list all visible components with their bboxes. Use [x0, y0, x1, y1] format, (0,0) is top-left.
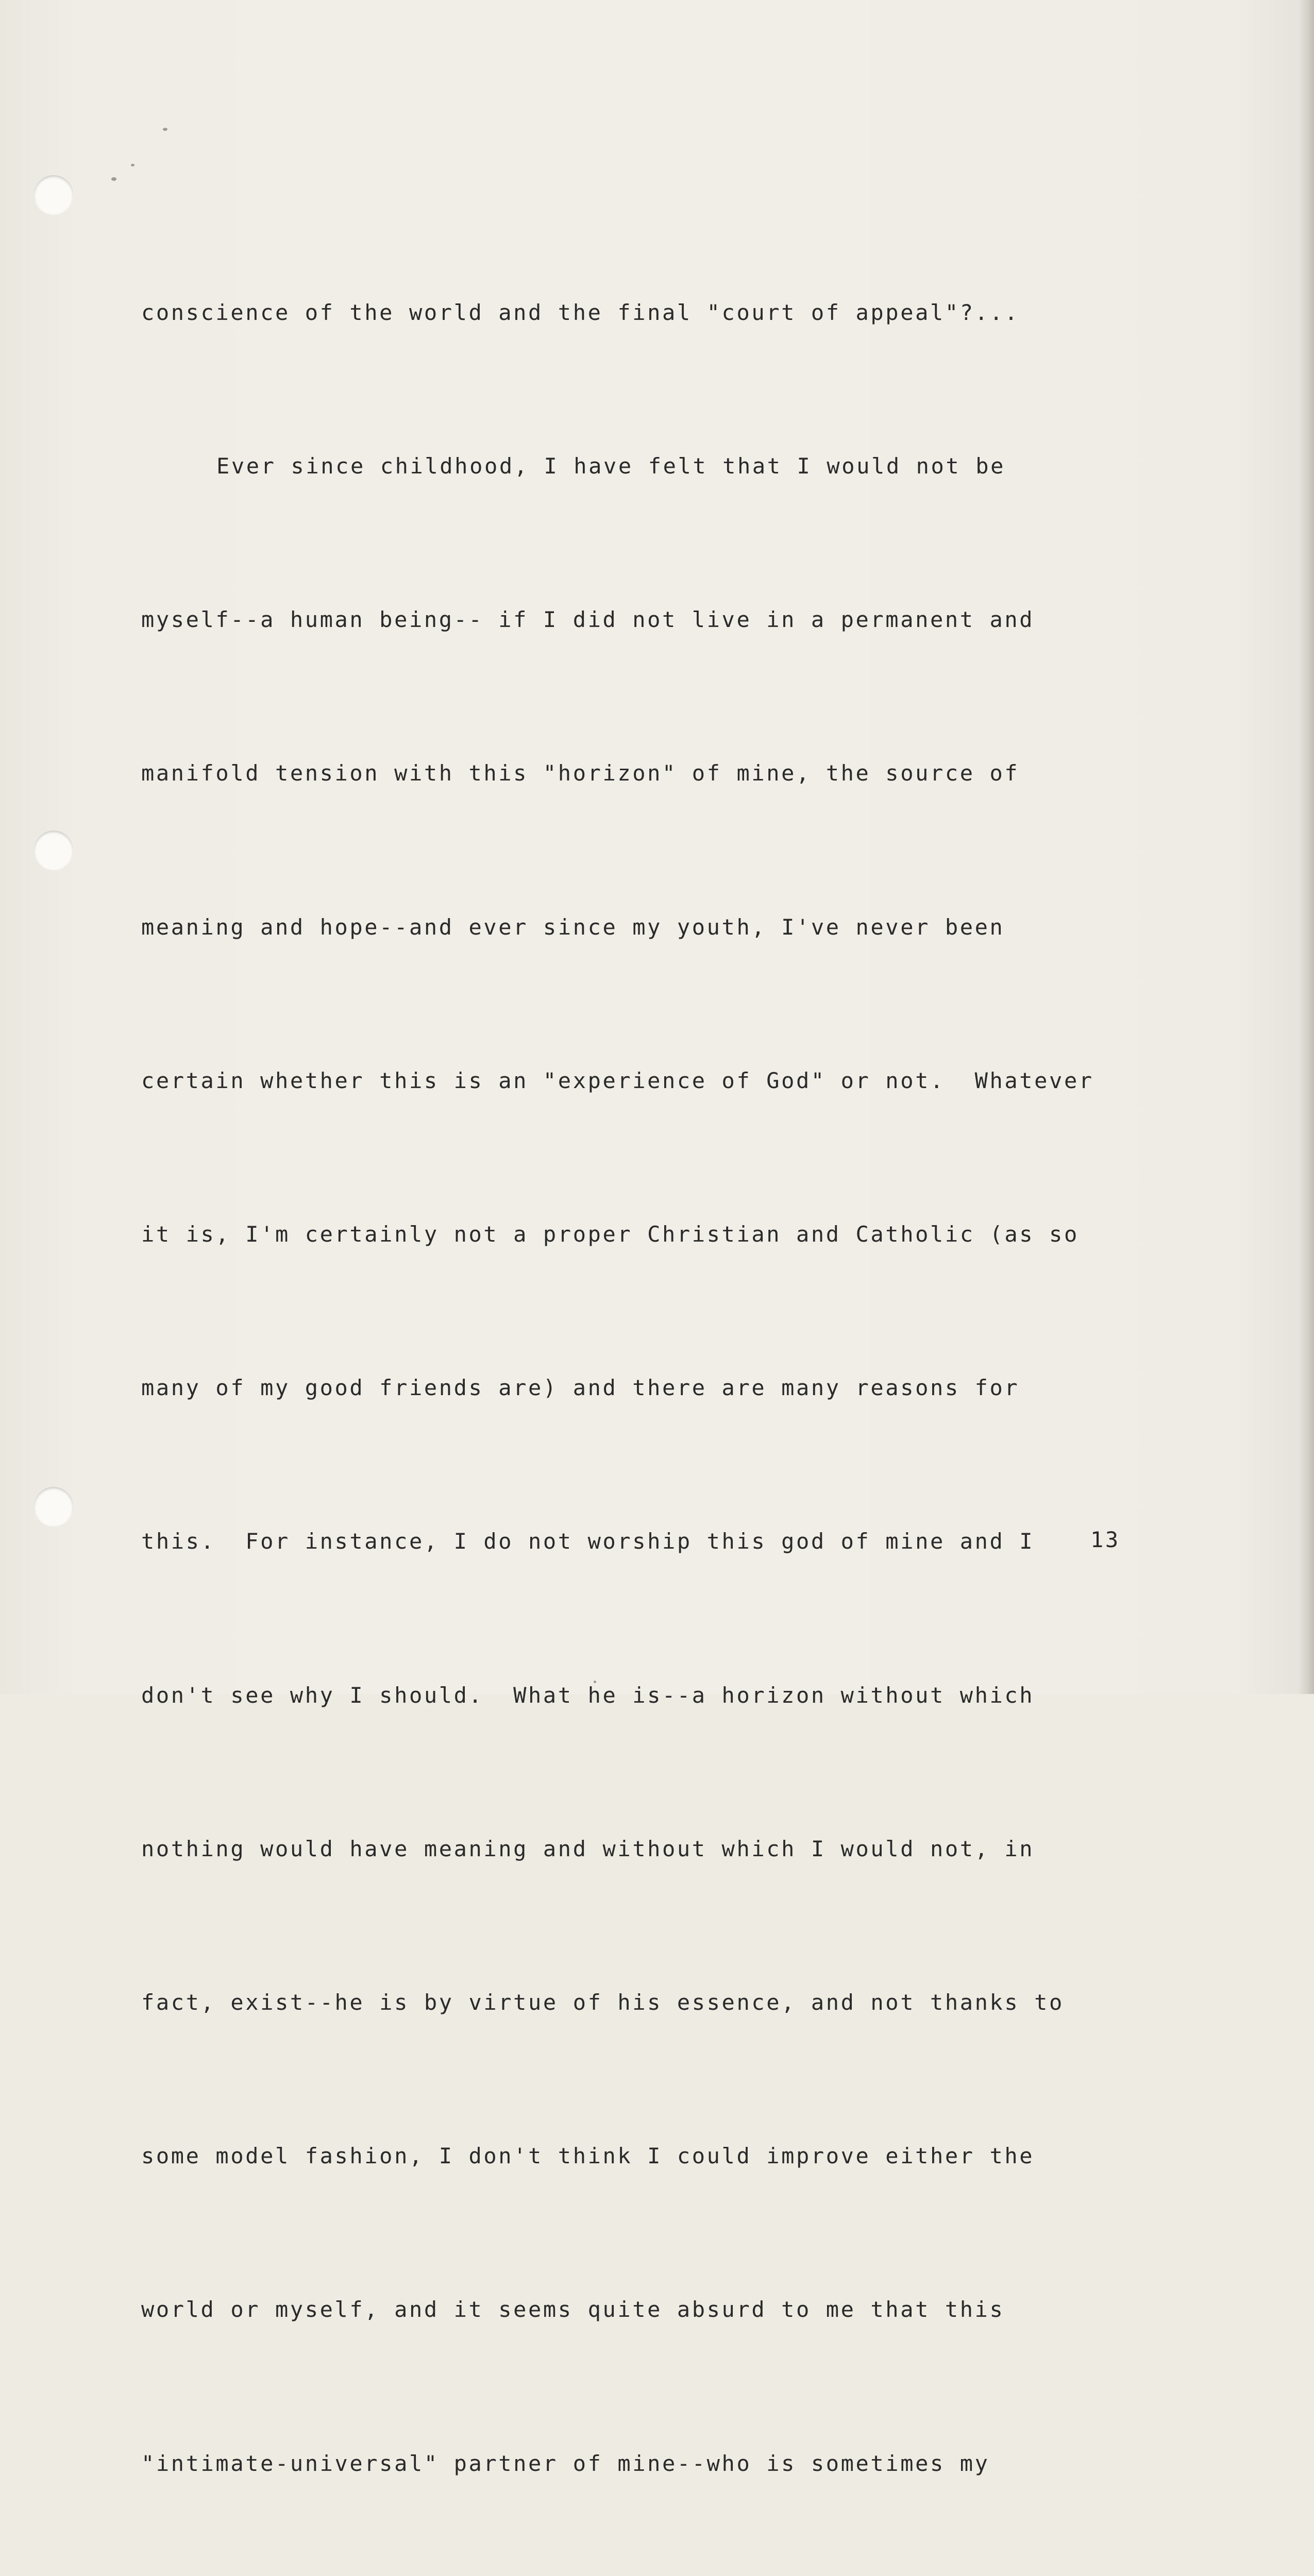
text-line: this. For instance, I do not worship this god of mine and I — [141, 1529, 1035, 1554]
page-number: 13 — [1090, 1527, 1120, 1552]
text-line: manifold tension with this "horizon" of mine, the source of — [141, 760, 1020, 786]
text-line: meaning and hope--and ever since my youth, I've never been — [141, 914, 1005, 940]
text-line: conscience of the world and the final "court of appeal"?... — [141, 299, 1020, 325]
paper-edge-shadow — [1299, 0, 1314, 1694]
binder-hole-top — [34, 175, 73, 214]
binder-hole-bottom — [34, 1487, 73, 1526]
text-line: "intimate-universal" partner of mine--who is sometimes my — [141, 2450, 990, 2476]
body-text — [141, 184, 1172, 2576]
text-line: many of my good friends are) and there are many reasons for — [141, 1375, 1020, 1401]
paper-speck — [163, 128, 167, 131]
text-line-paragraph-start: Ever since childhood, I have felt that I would not be — [216, 453, 1005, 479]
paper-speck — [111, 177, 116, 181]
text-line: myself--a human being-- if I did not live in a permanent and — [141, 607, 1035, 633]
text-line: it is, I'm certainly not a proper Christian and Catholic (as so — [141, 1222, 1079, 1247]
binder-hole-middle — [34, 831, 73, 870]
text-line: fact, exist--he is by virtue of his essence, and not thanks to — [141, 1990, 1064, 2015]
text-line: certain whether this is an "experience of God" or not. Whatever — [141, 1067, 1094, 1093]
text-line: world or myself, and it seems quite absurd to me that this — [141, 2297, 1005, 2323]
text-line: don't see why I should. What he is--a horizon without which — [141, 1682, 1035, 1708]
text-line: nothing would have meaning and without which I would not, in — [141, 1836, 1035, 1861]
text-line: some model fashion, I don't think I could improve either the — [141, 2143, 1035, 2169]
paper-speck — [131, 164, 134, 166]
